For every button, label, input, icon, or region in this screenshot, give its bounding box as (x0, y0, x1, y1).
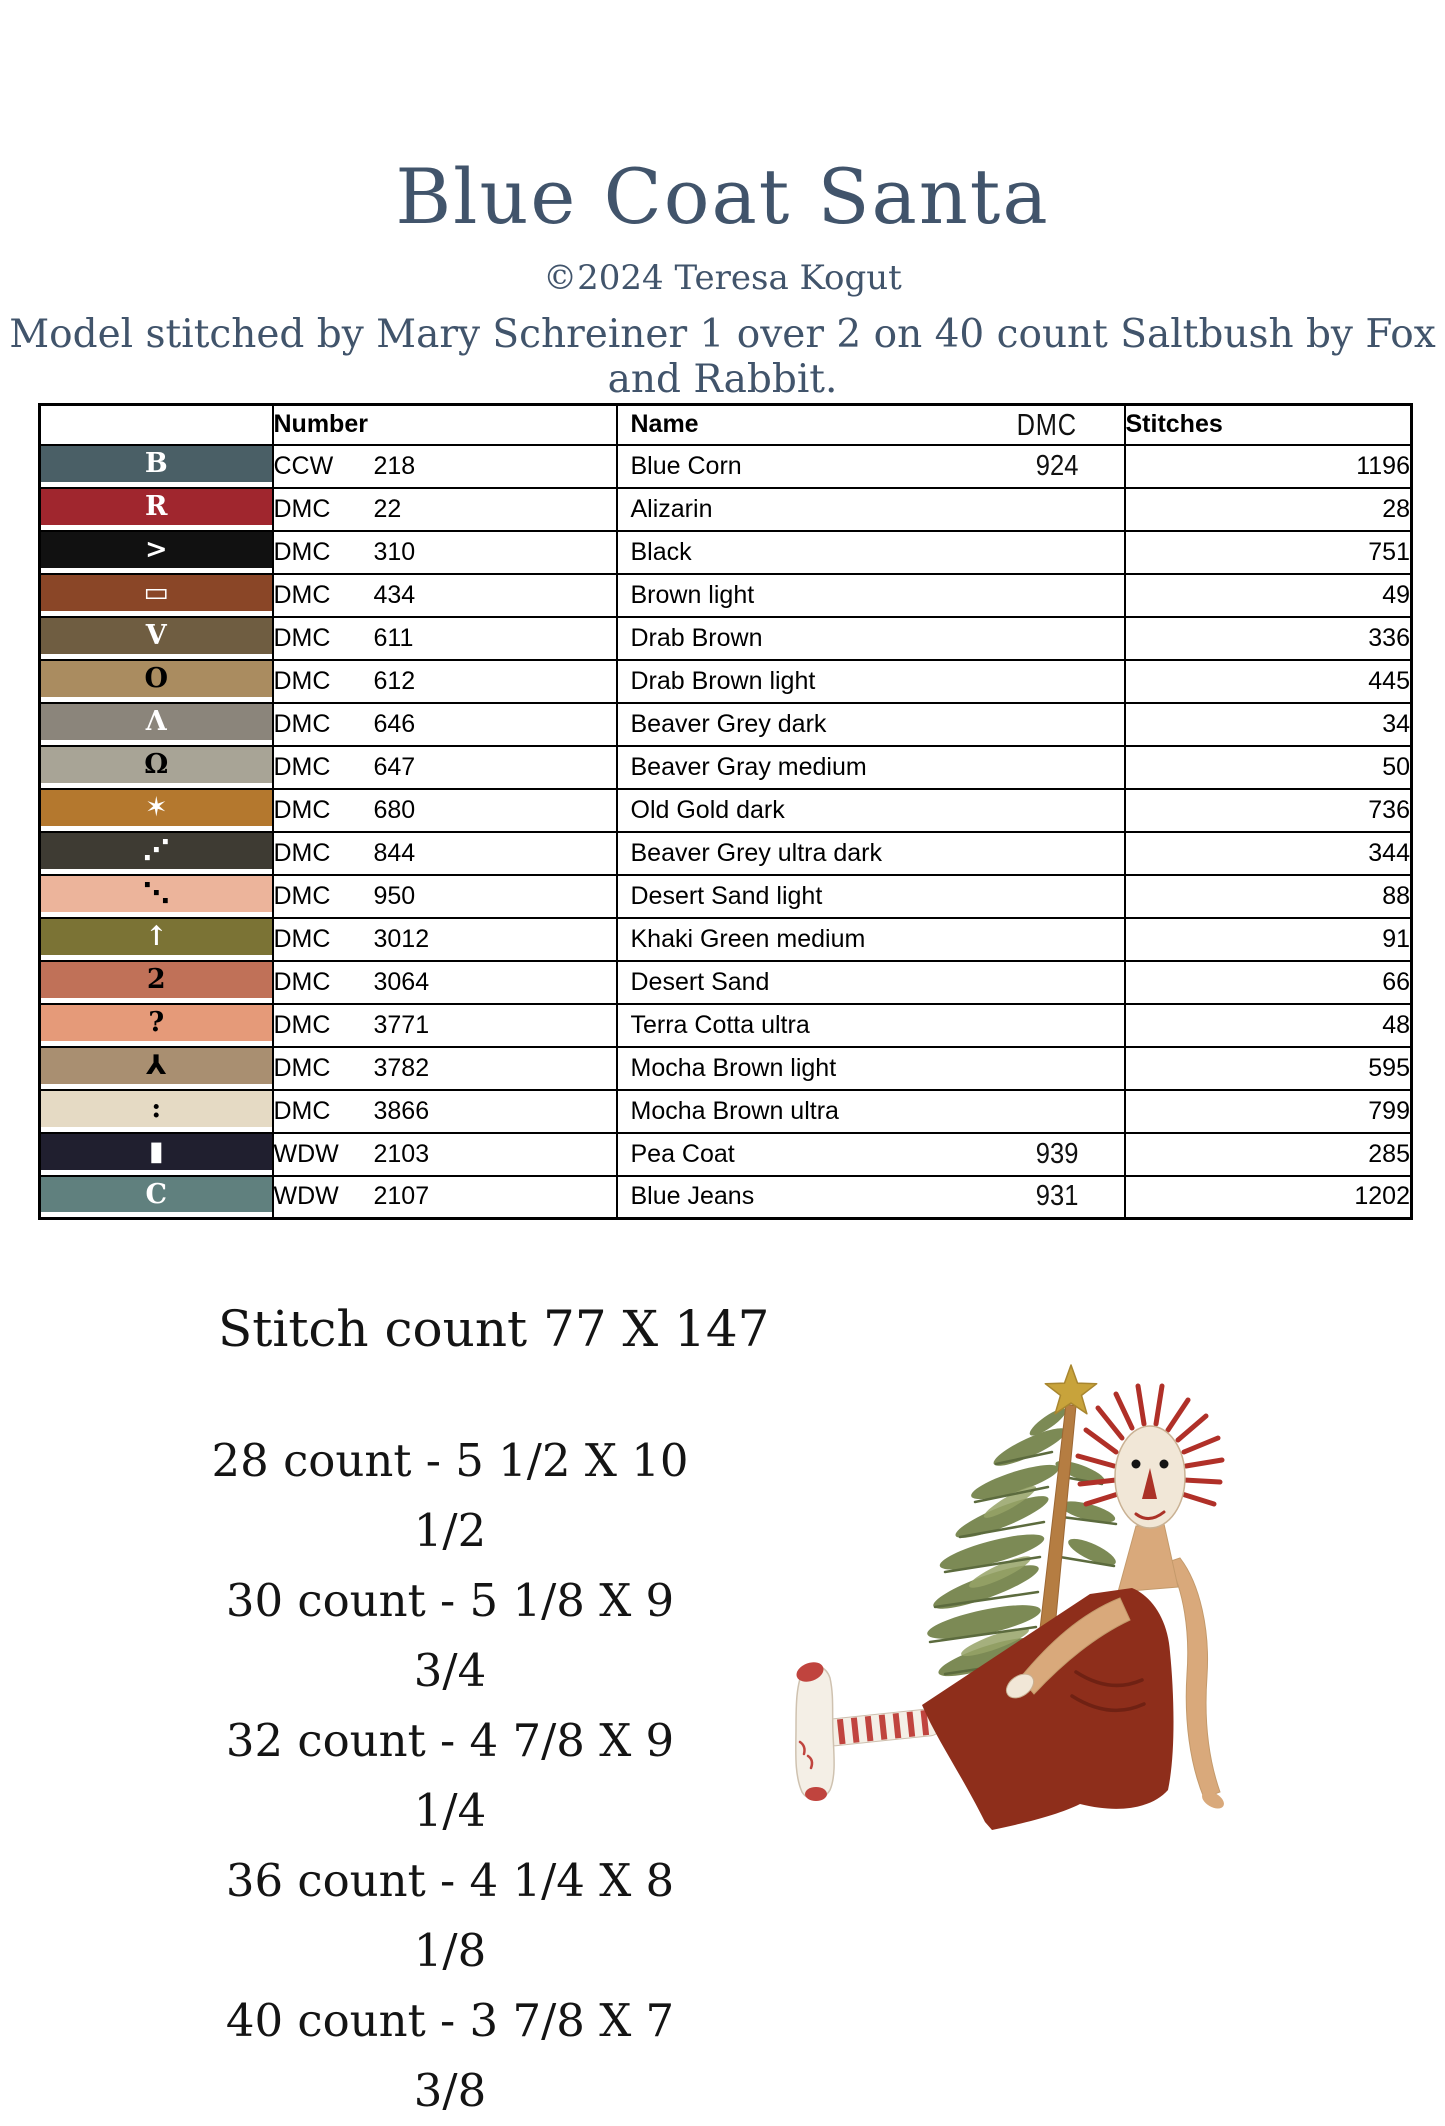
color-swatch (41, 833, 272, 869)
stitch-symbol: R (145, 491, 168, 522)
floss-number: 2107 (373, 1182, 430, 1211)
color-name: Drab Brown light (630, 666, 816, 695)
neck-chest (1118, 1524, 1178, 1592)
color-name: Alizarin (630, 494, 713, 523)
legend-row (40, 660, 1412, 703)
color-swatch (41, 575, 272, 611)
dmc-equivalent: 931 (1035, 1180, 1079, 1213)
brand-code: DMC (273, 1053, 331, 1082)
number-column-header: Number (273, 405, 617, 445)
stitch-symbol: > (144, 534, 168, 565)
page-title: Blue Coat Santa (395, 152, 1050, 241)
color-name: Black (630, 537, 692, 566)
stitch-symbol: ⋰ (142, 835, 170, 866)
floss-number: 310 (373, 537, 416, 566)
legend-row (40, 1047, 1412, 1090)
stitch-count-value: 799 (1125, 1090, 1412, 1133)
stitch-count-value: 66 (1125, 961, 1412, 1004)
right-arm (1168, 1558, 1220, 1798)
color-swatch (41, 1005, 272, 1041)
legend-row (40, 703, 1412, 746)
legend-row (40, 574, 1412, 617)
stitch-count-value: 49 (1125, 574, 1412, 617)
floss-number: 950 (373, 881, 416, 910)
color-swatch (41, 489, 272, 525)
brand-code: DMC (273, 1010, 331, 1039)
stitch-count-value: 445 (1125, 660, 1412, 703)
brand-code: CCW (273, 451, 334, 480)
count-line-28: 28 count - 5 1/2 X 10 1/2 (211, 1434, 689, 1557)
right-eye (1160, 1460, 1169, 1469)
stitch-count-value: 736 (1125, 789, 1412, 832)
boot (796, 1665, 834, 1799)
stitch-count-value: 285 (1125, 1133, 1412, 1176)
brand-code: WDW (273, 1139, 339, 1168)
stitch-symbol: Λ (145, 706, 167, 737)
stitch-count-value: 595 (1125, 1047, 1412, 1090)
legend-row (40, 445, 1412, 488)
boot-heel (805, 1787, 827, 1801)
stitch-count-value: 28 (1125, 488, 1412, 531)
stitch-symbol: ▮ (148, 1136, 164, 1167)
color-swatch (41, 790, 272, 826)
brand-code: DMC (273, 924, 331, 953)
color-name: Terra Cotta ultra (630, 1010, 810, 1039)
legend-row (40, 746, 1412, 789)
dmc-equivalent: 924 (1035, 449, 1079, 482)
floss-number: 646 (373, 709, 416, 738)
color-name: Mocha Brown light (630, 1053, 837, 1082)
legend-row (40, 1176, 1412, 1219)
stitches-column-header: Stitches (1125, 405, 1412, 445)
floss-number: 3782 (373, 1053, 430, 1082)
color-name: Beaver Grey ultra dark (630, 838, 882, 867)
legend-row (40, 1004, 1412, 1047)
legend-row (40, 961, 1412, 1004)
floss-number: 218 (373, 451, 416, 480)
legend-row (40, 488, 1412, 531)
color-swatch (41, 618, 272, 654)
stitch-count-value: 344 (1125, 832, 1412, 875)
color-name: Brown light (630, 580, 755, 609)
color-name: Khaki Green medium (630, 924, 866, 953)
stitch-symbol: ↑ (144, 921, 168, 952)
legend-row (40, 617, 1412, 660)
stitch-symbol: O (144, 663, 169, 694)
color-name: Desert Sand light (630, 881, 823, 910)
floss-number: 680 (373, 795, 416, 824)
color-name: Old Gold dark (630, 795, 785, 824)
stitch-count-value: 88 (1125, 875, 1412, 918)
floss-legend-table (38, 403, 1413, 1220)
color-swatch (41, 1134, 272, 1170)
count-conversions (190, 1426, 710, 2126)
color-swatch (41, 1177, 272, 1213)
brand-code: DMC (273, 967, 331, 996)
color-swatch (41, 747, 272, 783)
stitch-symbol: 2 (146, 964, 166, 995)
color-swatch (41, 446, 272, 482)
santa-with-tree-illustration (780, 1352, 1250, 1838)
floss-number: 3012 (373, 924, 430, 953)
floss-number: 22 (373, 494, 402, 523)
stitch-count-value: 50 (1125, 746, 1412, 789)
color-name: Mocha Brown ultra (630, 1096, 839, 1125)
color-name: Beaver Grey dark (630, 709, 827, 738)
floss-number: 647 (373, 752, 416, 781)
legend-row (40, 789, 1412, 832)
color-name: Pea Coat (630, 1139, 735, 1168)
brand-code: DMC (273, 666, 331, 695)
dmc-header-label: DMC (1016, 406, 1077, 442)
brand-code: DMC (273, 709, 331, 738)
brand-code: DMC (273, 537, 331, 566)
head (1078, 1386, 1222, 1528)
brand-code: DMC (273, 494, 331, 523)
santa-illustration-svg (780, 1352, 1250, 1838)
legend-row (40, 1090, 1412, 1133)
model-note: Model stitched by Mary Schreiner 1 over 2 on 40 count Saltbush by Fox and Rabbit. (9, 312, 1436, 402)
copyright-line: ©2024 Teresa Kogut (543, 258, 902, 298)
color-name: Desert Sand (630, 967, 770, 996)
count-line-30: 30 count - 5 1/8 X 9 3/4 (225, 1574, 675, 1697)
stitch-count-value: 91 (1125, 918, 1412, 961)
color-swatch (41, 919, 272, 955)
brand-code: DMC (273, 580, 331, 609)
stitch-symbol: C (145, 1178, 167, 1210)
stitch-symbol: : (151, 1093, 162, 1124)
color-swatch (41, 1048, 272, 1084)
name-column-header (617, 405, 1125, 445)
brand-code: DMC (273, 795, 331, 824)
legend-header-row (40, 405, 1412, 445)
stitch-symbol: ? (148, 1007, 165, 1038)
brand-code: DMC (273, 752, 331, 781)
count-line-32: 32 count - 4 7/8 X 9 1/4 (225, 1714, 675, 1837)
floss-number: 3064 (373, 967, 430, 996)
floss-number: 2103 (373, 1139, 430, 1168)
color-swatch (41, 704, 272, 740)
floss-number: 612 (373, 666, 416, 695)
floss-number: 611 (373, 623, 414, 652)
brand-code: WDW (273, 1182, 339, 1211)
legend-row (40, 531, 1412, 574)
count-line-40: 40 count - 3 7/8 X 7 3/8 (225, 1994, 675, 2117)
brand-code: DMC (273, 623, 331, 652)
stitch-count-line: Stitch count 77 X 147 (218, 1300, 770, 1358)
legend-row (40, 832, 1412, 875)
stitch-count-value: 34 (1125, 703, 1412, 746)
brand-code: DMC (273, 1096, 331, 1125)
color-name: Beaver Gray medium (630, 752, 867, 781)
stitch-symbol: B (144, 448, 168, 479)
stitch-symbol: ✶ (144, 792, 168, 823)
color-swatch (41, 532, 272, 568)
color-name: Blue Corn (630, 451, 742, 480)
stitch-symbol: ⅄ (145, 1050, 167, 1081)
color-name: Blue Jeans (630, 1182, 755, 1211)
stitch-count-value: 336 (1125, 617, 1412, 660)
stitch-symbol: ▭ (143, 577, 169, 608)
legend-row (40, 1133, 1412, 1176)
name-header-label: Name (630, 410, 699, 439)
legend-row (40, 875, 1412, 918)
brand-code: DMC (273, 881, 331, 910)
color-name: Drab Brown (630, 623, 763, 652)
count-line-36: 36 count - 4 1/4 X 8 1/8 (225, 1854, 675, 1977)
symbol-column-header (40, 405, 273, 445)
stitch-count-value: 48 (1125, 1004, 1412, 1047)
floss-number: 844 (373, 838, 416, 867)
color-swatch (41, 1091, 272, 1127)
legend-row (40, 918, 1412, 961)
stitch-count-value: 1196 (1125, 445, 1412, 488)
stitch-symbol: V (145, 620, 167, 651)
floss-number: 3866 (373, 1096, 430, 1125)
stitch-count-value: 1202 (1125, 1176, 1412, 1219)
floss-number: 434 (373, 580, 416, 609)
stitch-symbol: Ω (144, 749, 169, 780)
left-eye (1132, 1460, 1141, 1469)
color-swatch (41, 876, 272, 912)
floss-number: 3771 (373, 1010, 430, 1039)
stitch-count-value: 751 (1125, 531, 1412, 574)
brand-code: DMC (273, 838, 331, 867)
striped-leg (823, 1708, 941, 1747)
color-swatch (41, 962, 272, 998)
color-swatch (41, 661, 272, 697)
dmc-equivalent: 939 (1035, 1137, 1079, 1170)
stitch-symbol: ⋱ (142, 878, 170, 909)
